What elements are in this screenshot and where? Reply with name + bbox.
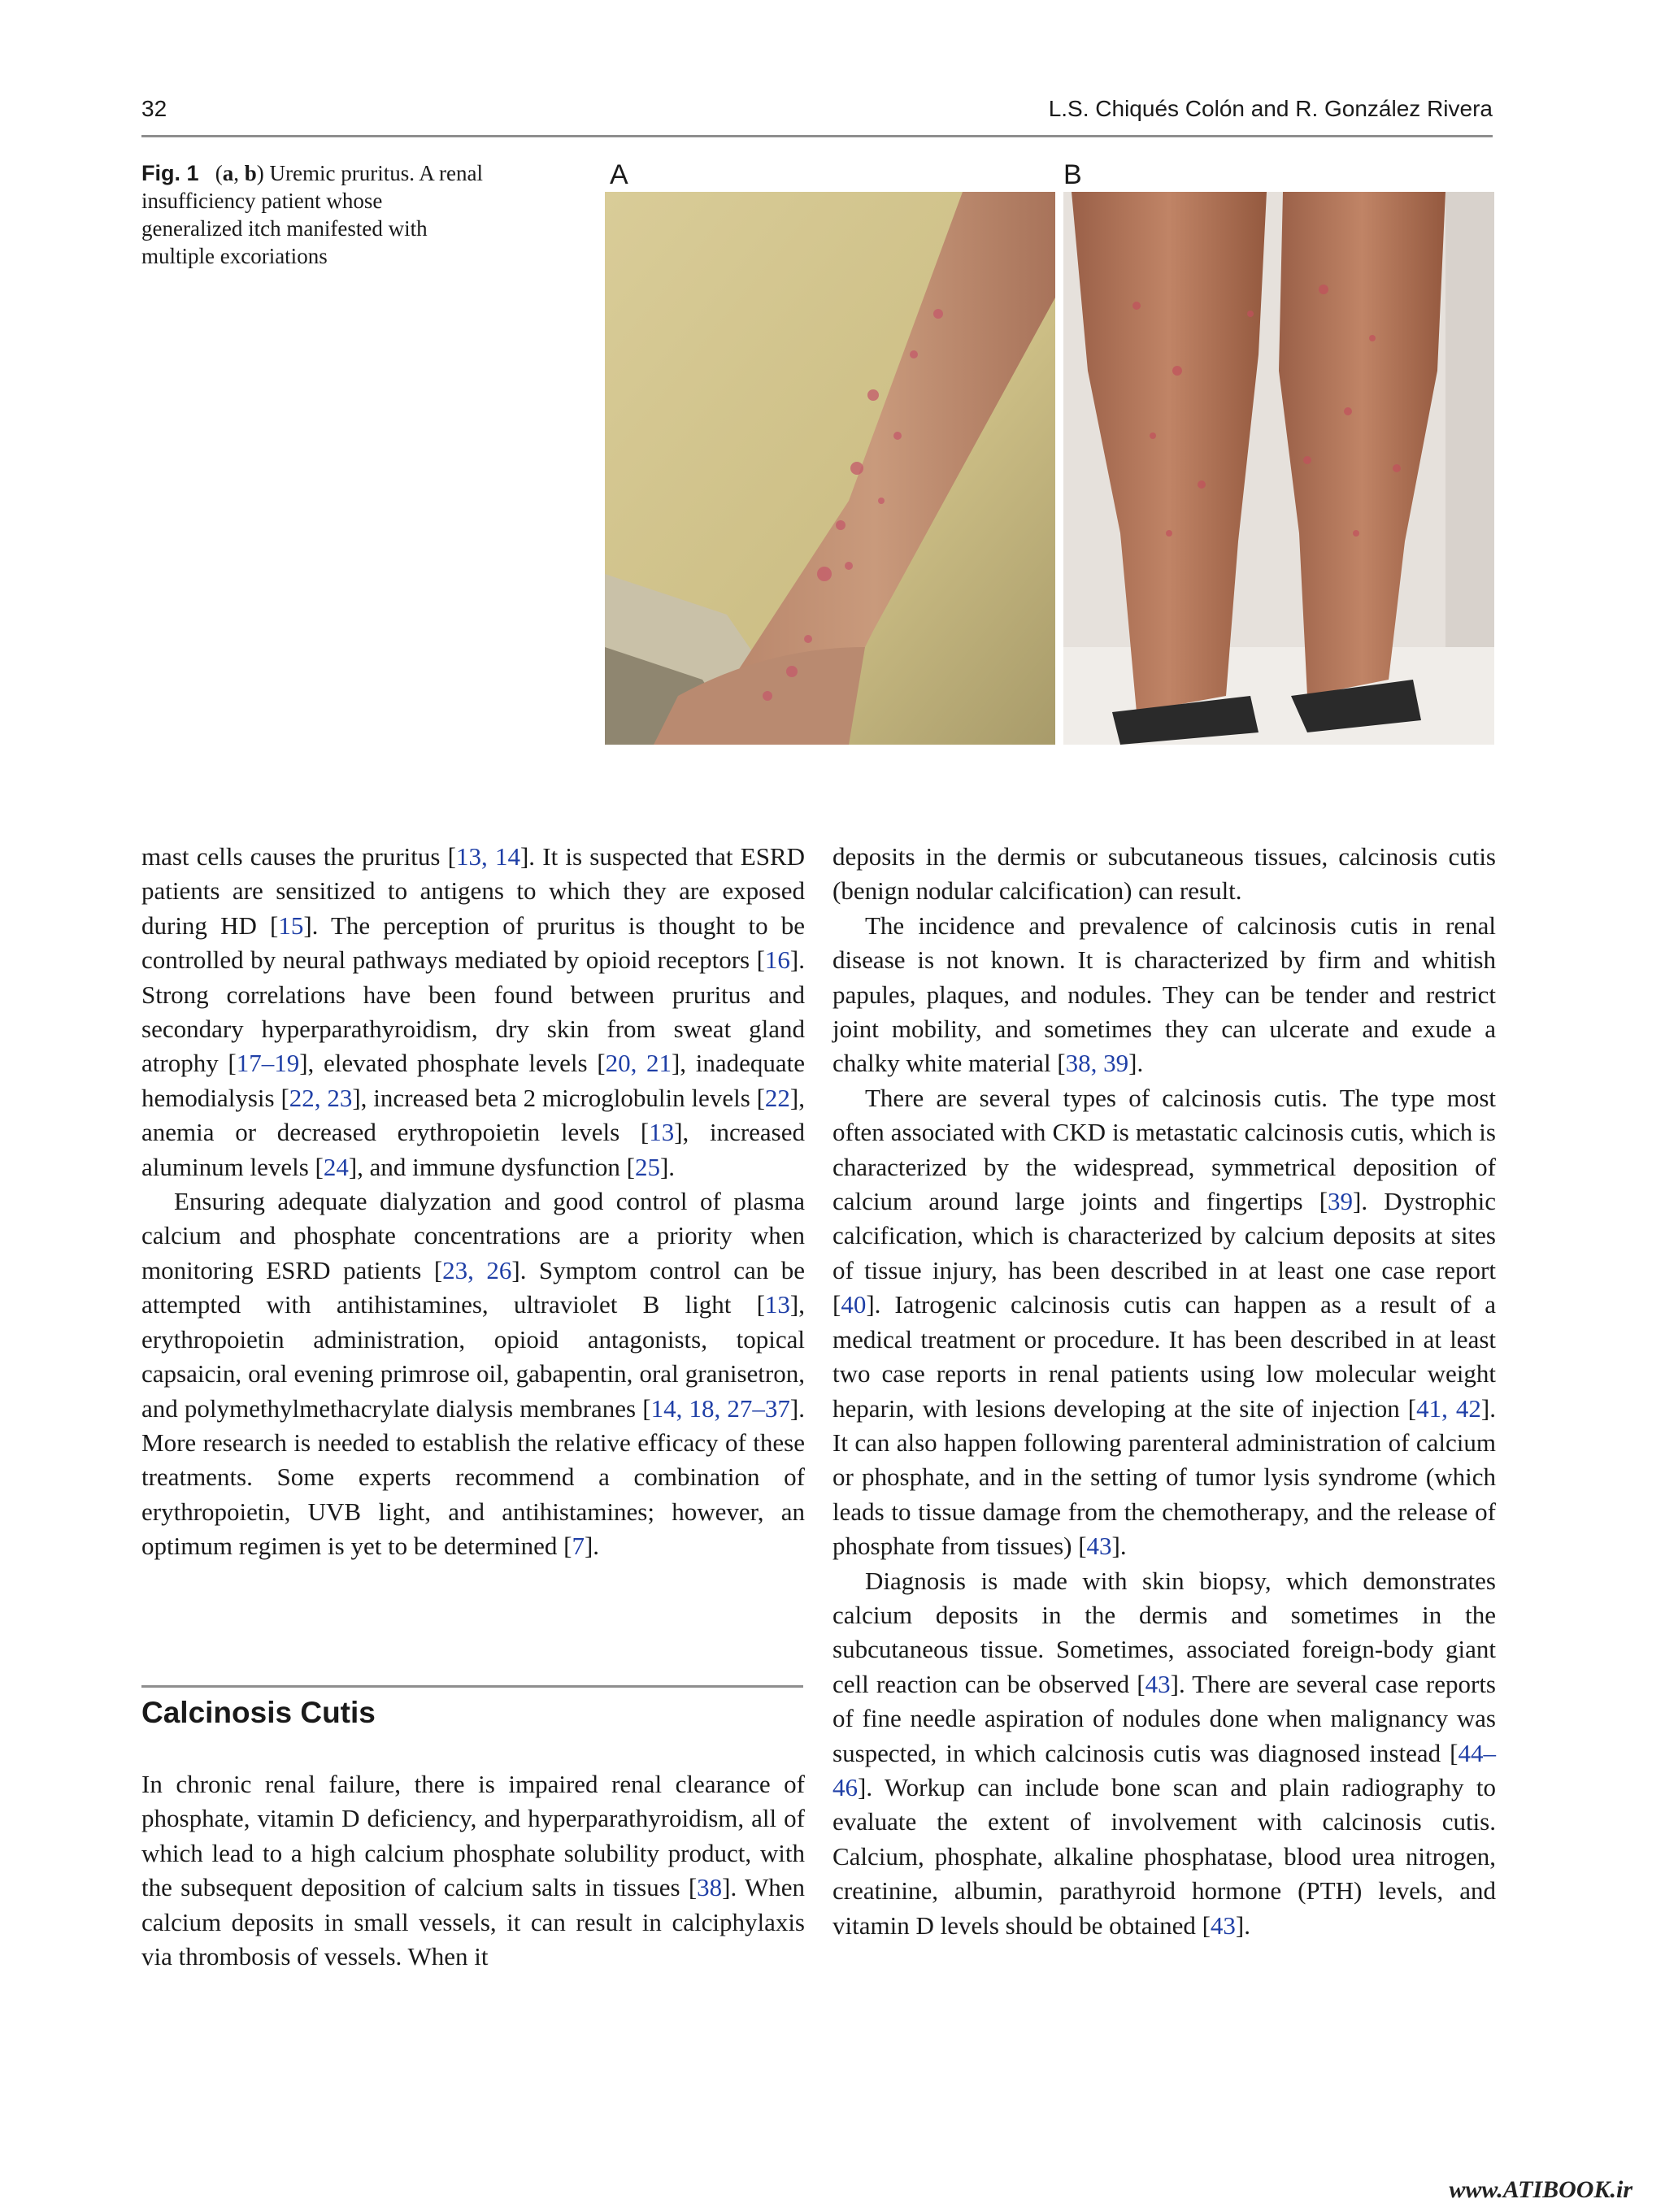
citation-link[interactable]: 43 <box>1210 1910 1236 1940</box>
citation-link[interactable]: 23, 26 <box>442 1255 512 1284</box>
right-column <box>832 840 1496 1943</box>
paragraph: The incidence and prevalence of calcinosis cutis in renal disease is not known. It is characterized by firm and whitish papules, plaques, and nodules. They can be tender and restrict joint mobility, and sometimes they can ulcerate and exude a chalky white material [38, 39]. <box>832 910 1496 1078</box>
citation-link[interactable]: 43 <box>1086 1532 1112 1561</box>
photo-legs <box>1063 192 1494 745</box>
paragraph: In chronic renal failure, there is impaired renal clearance of phosphate, vitamin D deficiency, and hyperparathyroidism, all of which lead to a high calcium phosphate solubility product, with the subsequent deposition of calcium salts in tissues [38]. When calcium deposits in small vessels, it can result in calciphylaxis via thrombosis of vessels. When it <box>141 1770 805 1971</box>
photo-legs-image <box>1063 192 1494 745</box>
paragraph: deposits in the dermis or subcutaneous tissues, calcinosis cutis (benign nodular calcification) can result. <box>832 842 1496 906</box>
paragraph: Ensuring adequate dialyzation and good control of plasma calcium and phosphate concentrations are a priority when monitoring ESRD patients [23, 26]. Symptom control can be attempted with antihistamines, ultraviolet B light [13], erythropoietin administration, opioid antagonists, topical capsaicin, oral evening primrose oil, gabapentin, oral granisetron, and polymethylmethacrylate dialysis membranes [14, 18, 27–37]. More research is needed to establish the relative efficacy of these treatments. Some experts recommend a combination of erythropoietin, UVB light, and antihistamines; however, an optimum regimen is yet to be determined [7]. <box>141 1187 805 1561</box>
section-divider <box>141 1685 803 1688</box>
citation-link[interactable]: 22, 23 <box>289 1083 353 1112</box>
citation-link[interactable]: 16 <box>764 945 790 975</box>
citation-link[interactable]: 43 <box>1145 1669 1171 1698</box>
figure-caption-text: Uremic pruritus. A renal insufficiency patient whose generalized itch manifested with multiple excoriations <box>141 161 483 268</box>
citation-link[interactable]: 13 <box>764 1290 790 1319</box>
section-body <box>141 1767 805 1974</box>
running-head: L.S. Chiqués Colón and R. González Rivera <box>1048 96 1493 121</box>
citation-link[interactable]: 41, 42 <box>1416 1393 1481 1423</box>
figure-panel-refs: (a, b) <box>215 161 264 185</box>
page-header <box>141 91 1493 137</box>
citation-link[interactable]: 25 <box>634 1152 660 1181</box>
citation-link[interactable]: 39 <box>1328 1187 1354 1216</box>
citation-link[interactable]: 13 <box>649 1118 675 1147</box>
panel-letter-a: A <box>610 159 628 190</box>
citation-link[interactable]: 13, 14 <box>456 842 520 871</box>
citation-link[interactable]: 17–19 <box>236 1049 300 1078</box>
section-heading: Calcinosis Cutis <box>141 1696 376 1729</box>
citation-link[interactable]: 24 <box>323 1152 349 1181</box>
citation-link[interactable]: 38 <box>697 1873 723 1902</box>
watermark: www.ATIBOOK.ir <box>1449 2176 1632 2203</box>
photo-forearm-image <box>605 192 1055 745</box>
citation-link[interactable]: 14, 18, 27–37 <box>650 1393 790 1423</box>
paragraph: Diagnosis is made with skin biopsy, which demonstrates calcium deposits in the dermis and sometimes in the subcutaneous tissue. Sometimes, associated foreign-body giant cell reaction can be observed [43]. There are several case reports of fine needle aspiration of nodules done when malignancy was suspected, in which calcinosis cutis was diagnosed instead [44–46]. Workup can include bone scan and plain radiography to evaluate the extent of involvement with calcinosis cutis. Calcium, phosphate, alkaline phosphatase, blood urea nitrogen, creatinine, albumin, parathyroid hormone (PTH) levels, and vitamin D levels should be obtained [43]. <box>832 1566 1496 1940</box>
figure-caption <box>141 159 483 270</box>
citation-link[interactable]: 15 <box>278 910 304 940</box>
panel-letter-b: B <box>1063 159 1082 190</box>
page-number: 32 <box>141 96 167 121</box>
citation-link[interactable]: 44–46 <box>832 1738 1496 1801</box>
citation-link[interactable]: 20, 21 <box>605 1049 672 1078</box>
citation-link[interactable]: 38, 39 <box>1065 1049 1129 1078</box>
photo-forearm <box>605 192 1055 745</box>
paragraph: There are several types of calcinosis cutis. The type most often associated with CKD is metastatic calcinosis cutis, which is characterized by the widespread, symmetrical deposition of calcium around large joints and fingertips [39]. Dystrophic calcification, which is characterized by calcium deposits at sites of tissue injury, has been described in at least one case report [40]. Iatrogenic calcinosis cutis can happen as a result of a medical treatment or procedure. It has been described in at least two case reports in renal patients using low molecular weight heparin, with lesions developing at the site of injection [41, 42]. It can also happen following parenteral administration of calcium or phosphate, and in the setting of tumor lysis syndrome (which leads to tissue damage from the chemotherapy, and the release of phosphate from tissues) [43]. <box>832 1083 1496 1561</box>
citation-link[interactable]: 40 <box>841 1290 867 1319</box>
citation-link[interactable]: 7 <box>572 1532 585 1561</box>
paragraph: mast cells causes the pruritus [13, 14]. It is suspected that ESRD patients are sensitized to antigens to which they are exposed during HD [15]. The perception of pruritus is thought to be controlled by neural pathways mediated by opioid receptors [16]. Strong correlations have been found between pruritus and secondary hyperparathyroidism, dry skin from sweat gland atrophy [17–19], elevated phosphate levels [20, 21], inadequate hemodialysis [22, 23], increased beta 2 microglobulin levels [22], anemia or decreased erythropoietin levels [13], increased aluminum levels [24], and immune dysfunction [25]. <box>141 842 805 1181</box>
figure-label: Fig. 1 <box>141 161 199 185</box>
left-column <box>141 840 805 1564</box>
citation-link[interactable]: 22 <box>764 1083 790 1112</box>
